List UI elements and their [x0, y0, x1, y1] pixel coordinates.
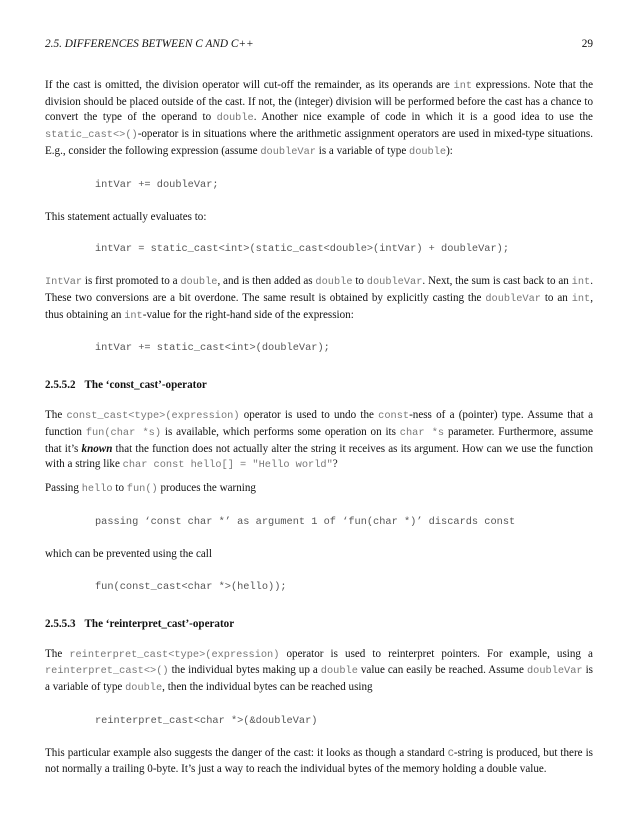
inline-code: reinterpret_cast<type>(expression): [69, 648, 280, 661]
inline-code: fun(char *s): [85, 427, 162, 440]
code-block: reinterpret_cast<char *>(&doubleVar): [95, 714, 318, 727]
inline-code: double: [125, 681, 163, 694]
inline-code: double: [409, 145, 447, 158]
paragraph-promotion: [45, 274, 593, 324]
section-title: The ‘reinterpret_cast’-operator: [84, 617, 235, 630]
section-number: 2.5.5.2: [45, 379, 76, 392]
inline-code: int: [453, 80, 473, 92]
inline-code: int: [124, 309, 143, 322]
running-header: [45, 38, 593, 58]
inline-code: doubleVar: [260, 145, 316, 158]
text-run: -operator is in situations where the arithmetic assignment operators are used in mixed-type situations. E.g., consider the following expression (assume: [45, 128, 593, 157]
text-run: -value for the right-hand side of the expression:: [142, 308, 354, 321]
text-run: . These two conversions are a bit overdone. The same result is obtained by explicitly casting the: [45, 275, 593, 304]
text-run: expressions. Note that the division should be placed outside of the cast. If not, the (integer) division will be performed before the cast has a chance to convert the type of the operand to: [45, 79, 593, 124]
paragraph-reinterpret-cast: [45, 647, 593, 697]
text-run: , thus obtaining an: [45, 291, 594, 321]
section-title: The ‘const_cast’-operator: [84, 379, 207, 392]
code-block: fun(const_cast<char *>(hello));: [95, 580, 287, 593]
inline-code: hello: [81, 483, 113, 496]
text-run: the individual bytes making up a: [168, 664, 321, 677]
code-block: intVar += static_cast<int>(doubleVar);: [95, 342, 330, 355]
section-heading: [45, 617, 593, 632]
text-run: that the function does not actually alter the string it receives as its argument. How can we use the function with a string like: [45, 442, 593, 471]
text-run: parameter. Furthermore, assume that it’s: [45, 426, 593, 455]
text-run: is available, which performs some operation on its: [161, 426, 400, 439]
text-run: ):: [446, 144, 453, 157]
inline-code: char const hello[] = "Hello world": [122, 459, 333, 472]
paragraph-prevented: which can be prevented using the call: [45, 547, 212, 560]
inline-code: double: [315, 276, 353, 289]
text-run: to an: [540, 291, 572, 304]
text-run: , and is then added as: [217, 275, 316, 288]
text-run: This particular example also suggests the danger of the cast: it looks as though a standard: [45, 746, 448, 759]
inline-code: doubleVar: [526, 665, 583, 678]
inline-code: static_cast<>(): [45, 129, 138, 142]
inline-code: doubleVar: [366, 276, 423, 289]
text-run: is a variable of type: [45, 664, 594, 693]
code-block: passing ‘const char *’ as argument 1 of ‘fun(char *)’ discards const: [95, 515, 516, 528]
text-run: The: [45, 409, 67, 422]
section-number: 2.5.5.3: [45, 617, 76, 630]
text-run: operator is used to undo the: [239, 409, 379, 422]
text-run: If the cast is omitted, the division operator will cut-off the remainder, as its operands are: [45, 79, 454, 91]
inline-code: double: [216, 112, 254, 125]
body-text: [45, 78, 593, 778]
inline-code: doubleVar: [485, 292, 541, 305]
inline-code: reinterpret_cast<>(): [45, 665, 169, 678]
text-run: Passing: [45, 482, 82, 495]
code-block: intVar += doubleVar;: [95, 178, 219, 191]
text-run: The: [45, 647, 70, 660]
inline-code: int: [571, 292, 591, 305]
inline-code: const_cast<type>(expression): [66, 410, 240, 423]
inline-code: double: [320, 665, 358, 678]
inline-code: double: [180, 276, 218, 289]
paragraph-passing-hello: [45, 481, 593, 498]
code-block: intVar = static_cast<int>(static_cast<double>(intVar) + doubleVar);: [95, 243, 510, 256]
text-run: . Next, the sum is cast back to an: [422, 275, 572, 288]
paragraph-cast-omitted: [45, 78, 593, 161]
running-header-title: 2.5. DIFFERENCES BETWEEN C AND C++: [45, 38, 254, 50]
text-run: to: [112, 482, 127, 495]
text-run: is first promoted to a: [82, 275, 181, 288]
page-number: 29: [581, 38, 593, 50]
inline-code: int: [571, 276, 591, 289]
paragraph-const-cast: [45, 408, 593, 474]
inline-code: fun(): [126, 483, 158, 496]
section-heading: [45, 378, 593, 393]
text-run: . Another nice example of code in which it is a good idea to use the: [253, 111, 593, 124]
text-run: to: [352, 275, 367, 288]
inline-code: char *s: [399, 427, 445, 440]
text-run: -string is produced, but there is not normally a trailing 0-byte. It’s just a way to reach the individual bytes of the memory holding a double value.: [45, 746, 593, 776]
text-run: operator is used to reinterpret pointers. For example, using a: [279, 647, 593, 660]
text-run: -ness of a (pointer) type. Assume that a function: [45, 409, 593, 439]
text-run: is a variable of type: [315, 144, 410, 157]
inline-code: const: [378, 410, 410, 423]
paragraph-evaluates: This statement actually evaluates to:: [45, 210, 207, 223]
inline-code: IntVar: [45, 276, 83, 289]
paragraph-danger: [45, 746, 593, 778]
emphasis: known: [81, 442, 113, 455]
text-run: ?: [332, 458, 338, 471]
text-run: value can easily be reached. Assume: [357, 664, 527, 677]
text-run: produces the warning: [157, 482, 256, 495]
inline-code: C: [447, 747, 454, 760]
text-run: , then the individual bytes can be reached using: [162, 680, 373, 693]
